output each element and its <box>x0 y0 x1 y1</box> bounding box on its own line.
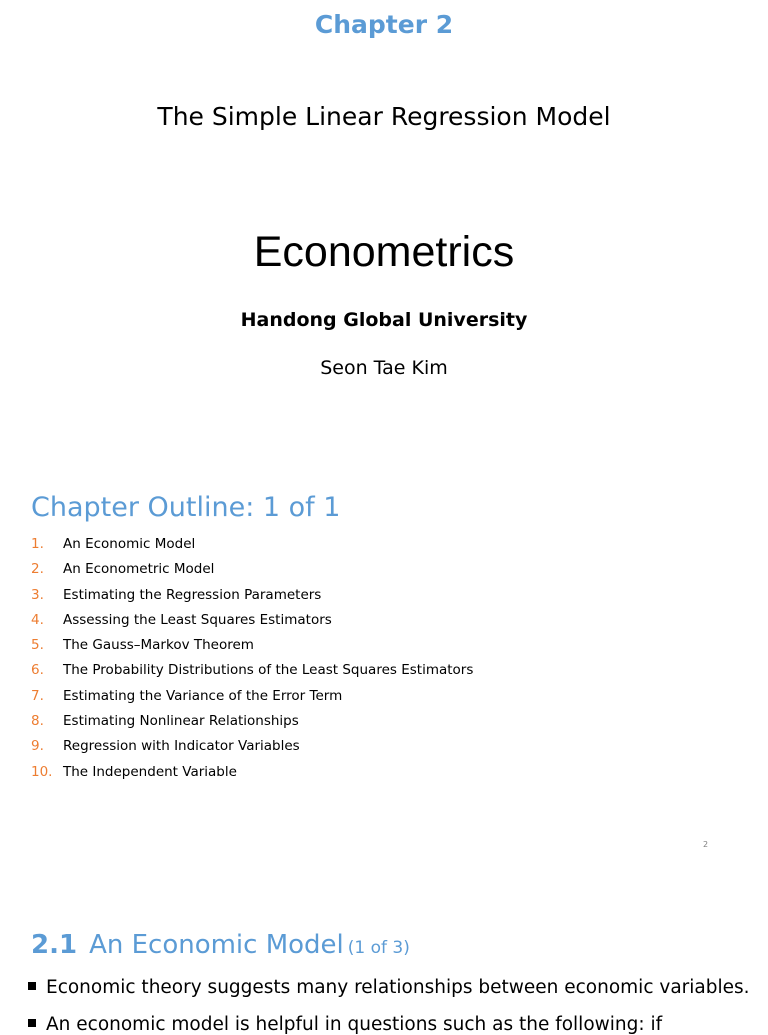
outline-item-number: 7. <box>31 687 44 704</box>
outline-item-text: An Economic Model <box>63 536 196 552</box>
outline-item-text: The Probability Distributions of the Least Squares Estimators <box>63 662 474 679</box>
outline-item <box>31 711 473 736</box>
outline-item-number: 4. <box>31 611 44 628</box>
outline-item-number: 3. <box>31 586 44 603</box>
section-heading <box>31 930 410 960</box>
author-name: Seon Tae Kim <box>320 357 448 379</box>
outline-item-text: Regression with Indicator Variables <box>63 738 300 755</box>
course-title: Econometrics <box>253 228 515 276</box>
outline-item-text: An Econometric Model <box>63 561 215 578</box>
outline-heading: Chapter Outline: 1 of 1 <box>31 492 341 523</box>
outline-item-number: 6. <box>31 662 44 679</box>
outline-item <box>31 736 473 761</box>
outline-list <box>31 534 473 787</box>
outline-item-number: 8. <box>31 713 44 730</box>
square-bullet-icon <box>28 982 36 990</box>
outline-slide <box>0 440 768 880</box>
outline-item <box>31 762 473 787</box>
bullet-point <box>28 1014 662 1035</box>
outline-item <box>31 635 473 660</box>
outline-item-text: The Independent Variable <box>63 763 237 780</box>
bullet-point <box>28 977 750 998</box>
outline-item-text: Estimating Nonlinear Relationships <box>63 713 299 730</box>
outline-item-number: 2. <box>31 561 44 578</box>
outline-item <box>31 559 473 584</box>
outline-item-number: 1. <box>31 536 44 552</box>
outline-item-text: Estimating the Regression Parameters <box>63 586 322 603</box>
section-part-indicator: (1 of 3) <box>347 938 410 958</box>
university-name: Handong Global University <box>240 309 528 331</box>
section-slide <box>0 880 768 1035</box>
bullet-text: An economic model is helpful in questions such as the following: if <box>46 1014 663 1035</box>
outline-item-text: Assessing the Least Squares Estimators <box>63 611 332 628</box>
chapter-subtitle: The Simple Linear Regression Model <box>157 102 611 131</box>
outline-item <box>31 610 473 635</box>
title-slide <box>0 0 768 440</box>
outline-item-text: Estimating the Variance of the Error Term <box>63 687 343 704</box>
outline-item-number: 5. <box>31 637 44 654</box>
outline-item <box>31 660 473 685</box>
outline-item-number: 9. <box>31 738 44 755</box>
slide-number: 2 <box>703 840 709 849</box>
section-number: 2.1 <box>31 930 78 960</box>
outline-item <box>31 534 473 559</box>
outline-item <box>31 585 473 610</box>
outline-item <box>31 686 473 711</box>
bullet-text: Economic theory suggests many relationships between economic variables. <box>46 977 750 998</box>
outline-item-text: The Gauss–Markov Theorem <box>63 637 254 654</box>
chapter-label: Chapter 2 <box>314 10 454 39</box>
square-bullet-icon <box>28 1019 36 1027</box>
outline-item-number: 10. <box>31 763 53 780</box>
section-title: An Economic Model <box>89 930 344 960</box>
